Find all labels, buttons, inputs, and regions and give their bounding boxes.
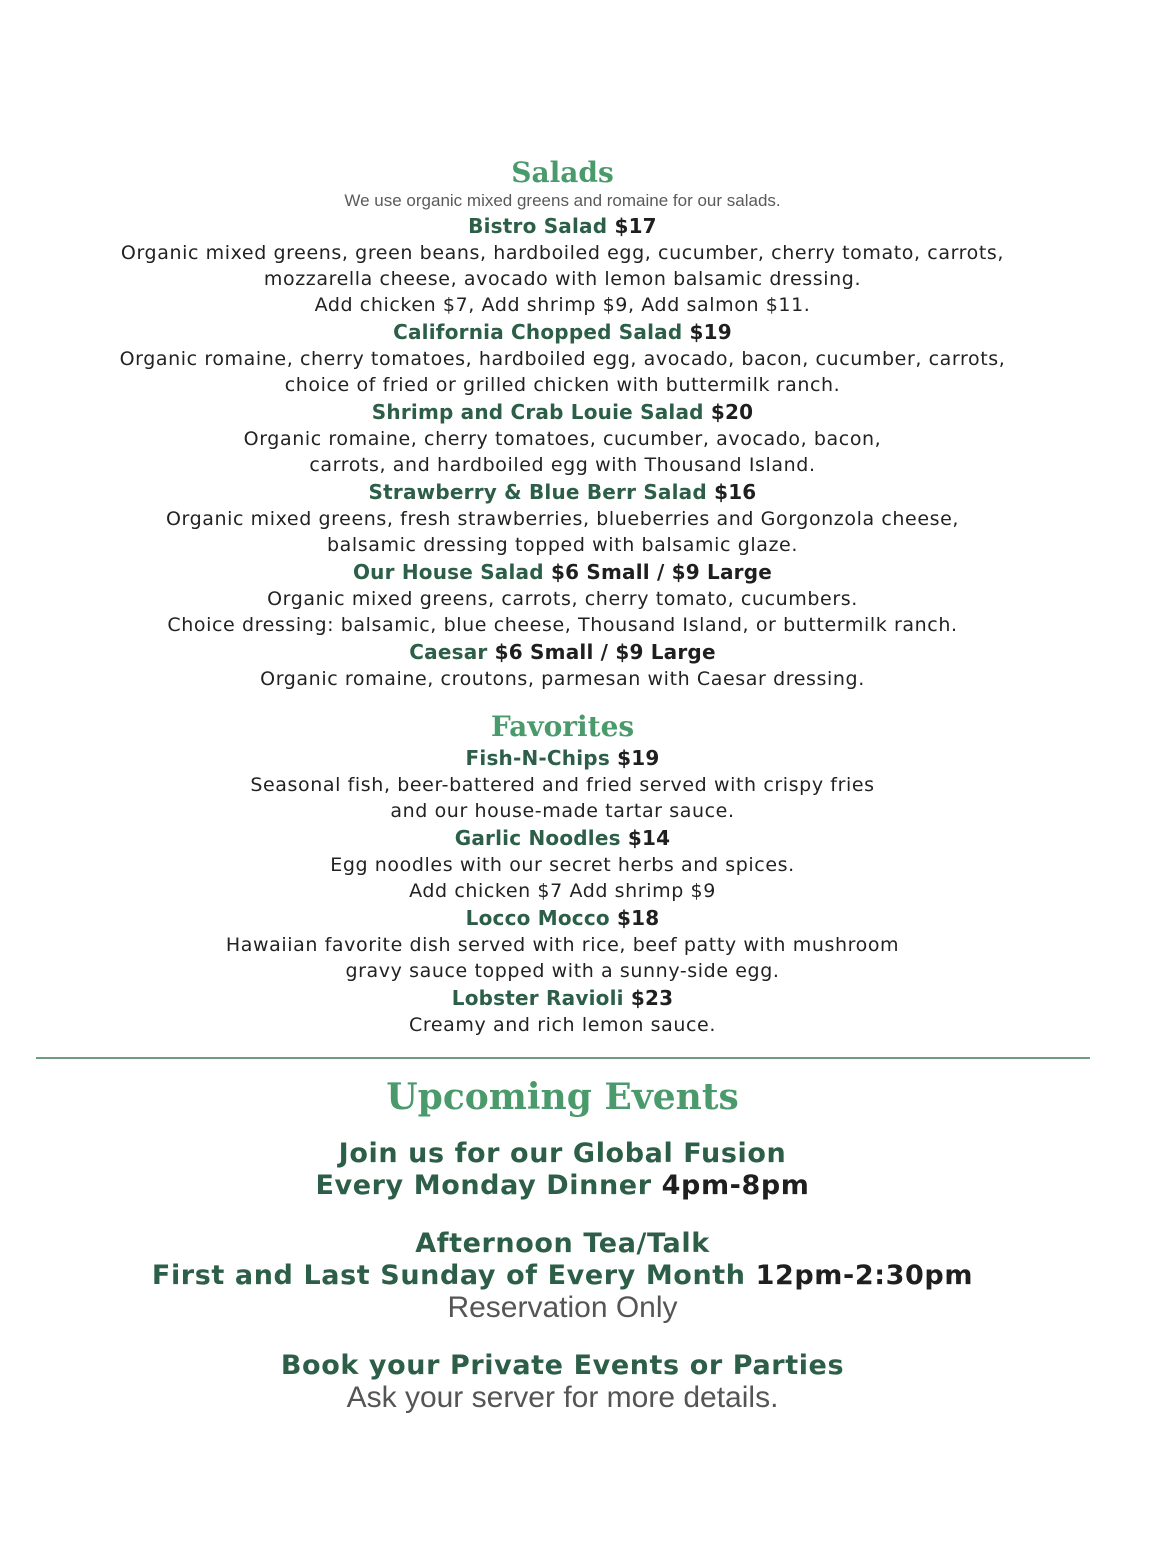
menu-item-price: $19 [617, 746, 660, 770]
menu-item-name: Locco Mocco [465, 906, 610, 930]
afternoon-tea-schedule [0, 1260, 1125, 1292]
menu-item-description: Organic romaine, cherry tomatoes, hardboiled egg, avocado, bacon, cucumber, carrots, [119, 348, 1006, 370]
menu-item-name: California Chopped Salad [393, 320, 683, 344]
event-global-fusion [0, 1138, 1125, 1202]
private-events-heading: Book your Private Events or Parties [280, 1350, 845, 1381]
salads-section [0, 156, 1125, 692]
afternoon-tea-day: First and Last Sunday of Every Month [151, 1260, 746, 1291]
menu-item-heading [0, 478, 1125, 506]
menu-item-description: mozzarella cheese, avocado with lemon balsamic dressing. [263, 268, 862, 290]
menu-item-price: $6 Small / $9 Large [550, 560, 773, 584]
global-fusion-schedule [0, 1170, 1125, 1202]
private-events-note: Ask your server for more details. [346, 1381, 779, 1414]
menu-item [0, 744, 1125, 824]
afternoon-tea-time: 12pm-2:30pm [755, 1260, 974, 1291]
menu-item-price: $20 [710, 400, 754, 424]
menu-item-description: Hawaiian favorite dish served with rice, beef patty with mushroom [225, 934, 900, 956]
menu-item [0, 318, 1125, 398]
menu-item-price: $18 [617, 906, 660, 930]
menu-item-name: Fish-N-Chips [465, 746, 610, 770]
menu-item-price: $16 [714, 480, 757, 504]
global-fusion-time: 4pm-8pm [661, 1170, 810, 1201]
menu-item-price: $19 [689, 320, 732, 344]
menu-item-description: Organic mixed greens, carrots, cherry tomato, cucumbers. [267, 588, 858, 610]
menu-item-description: Egg noodles with our secret herbs and spices. [330, 854, 795, 876]
salads-title: Salads [511, 156, 614, 189]
menu-item-heading [0, 558, 1125, 586]
menu-item-price: $17 [614, 214, 657, 238]
menu-item-heading [0, 904, 1125, 932]
menu-item-price: $23 [630, 986, 674, 1010]
menu-item-description: Organic mixed greens, green beans, hardboiled egg, cucumber, cherry tomato, carrots, [120, 242, 1005, 264]
menu-item [0, 558, 1125, 638]
menu-item [0, 824, 1125, 904]
event-afternoon-tea [0, 1228, 1125, 1324]
menu-item [0, 212, 1125, 318]
menu-item-description: Organic mixed greens, fresh strawberries, blueberries and Gorgonzola cheese, [165, 508, 960, 530]
menu-item-name: Bistro Salad [468, 214, 608, 238]
menu-item-description: Seasonal fish, beer-battered and fried served with crispy fries [250, 774, 875, 796]
event-private [0, 1350, 1125, 1414]
menu-item-description: Add chicken $7 Add shrimp $9 [409, 880, 716, 902]
menu-item [0, 984, 1125, 1038]
global-fusion-heading: Join us for our Global Fusion [338, 1138, 787, 1169]
menu-item-name: Strawberry & Blue Berr Salad [368, 480, 707, 504]
menu-item-heading [0, 212, 1125, 240]
menu-item-heading [0, 318, 1125, 346]
menu-item-description: gravy sauce topped with a sunny-side egg. [345, 960, 780, 982]
menu-item [0, 398, 1125, 478]
menu-item-description: Organic romaine, croutons, parmesan with Caesar dressing. [260, 668, 865, 690]
menu-item-name: Shrimp and Crab Louie Salad [371, 400, 704, 424]
menu-item [0, 904, 1125, 984]
menu-item-description: choice of fried or grilled chicken with buttermilk ranch. [284, 374, 841, 396]
salads-note: We use organic mixed greens and romaine for our salads. [344, 191, 781, 210]
salads-list [0, 212, 1125, 692]
menu-item-description: carrots, and hardboiled egg with Thousand Island. [309, 454, 816, 476]
menu-item-price: $6 Small / $9 Large [494, 640, 716, 664]
afternoon-tea-note: Reservation Only [447, 1291, 678, 1324]
menu-item-name: Caesar [409, 640, 488, 664]
menu-item-heading [0, 984, 1125, 1012]
global-fusion-day: Every Monday Dinner [315, 1170, 652, 1201]
favorites-list [0, 744, 1125, 1038]
menu-item-heading [0, 744, 1125, 772]
events-title: Upcoming Events [386, 1076, 739, 1118]
menu-item-name: Lobster Ravioli [451, 986, 624, 1010]
menu-item-heading [0, 638, 1125, 666]
menu-item-description: and our house-made tartar sauce. [390, 800, 735, 822]
favorites-section [0, 710, 1125, 1038]
menu-item-description: Creamy and rich lemon sauce. [409, 1014, 716, 1036]
menu-item-heading [0, 398, 1125, 426]
menu-item-description: Choice dressing: balsamic, blue cheese, Thousand Island, or buttermilk ranch. [167, 614, 958, 636]
menu-item-description: Organic romaine, cherry tomatoes, cucumber, avocado, bacon, [243, 428, 882, 450]
section-divider [36, 1057, 1090, 1059]
menu-item-price: $14 [627, 826, 671, 850]
menu-item-description: balsamic dressing topped with balsamic glaze. [327, 534, 798, 556]
menu-item [0, 638, 1125, 692]
menu-item [0, 478, 1125, 558]
favorites-title: Favorites [490, 710, 635, 743]
menu-item-name: Garlic Noodles [454, 826, 621, 850]
menu-item-name: Our House Salad [352, 560, 544, 584]
menu-item-description: Add chicken $7, Add shrimp $9, Add salmon $11. [314, 294, 811, 316]
afternoon-tea-heading: Afternoon Tea/Talk [415, 1228, 710, 1259]
menu-item-heading [0, 824, 1125, 852]
